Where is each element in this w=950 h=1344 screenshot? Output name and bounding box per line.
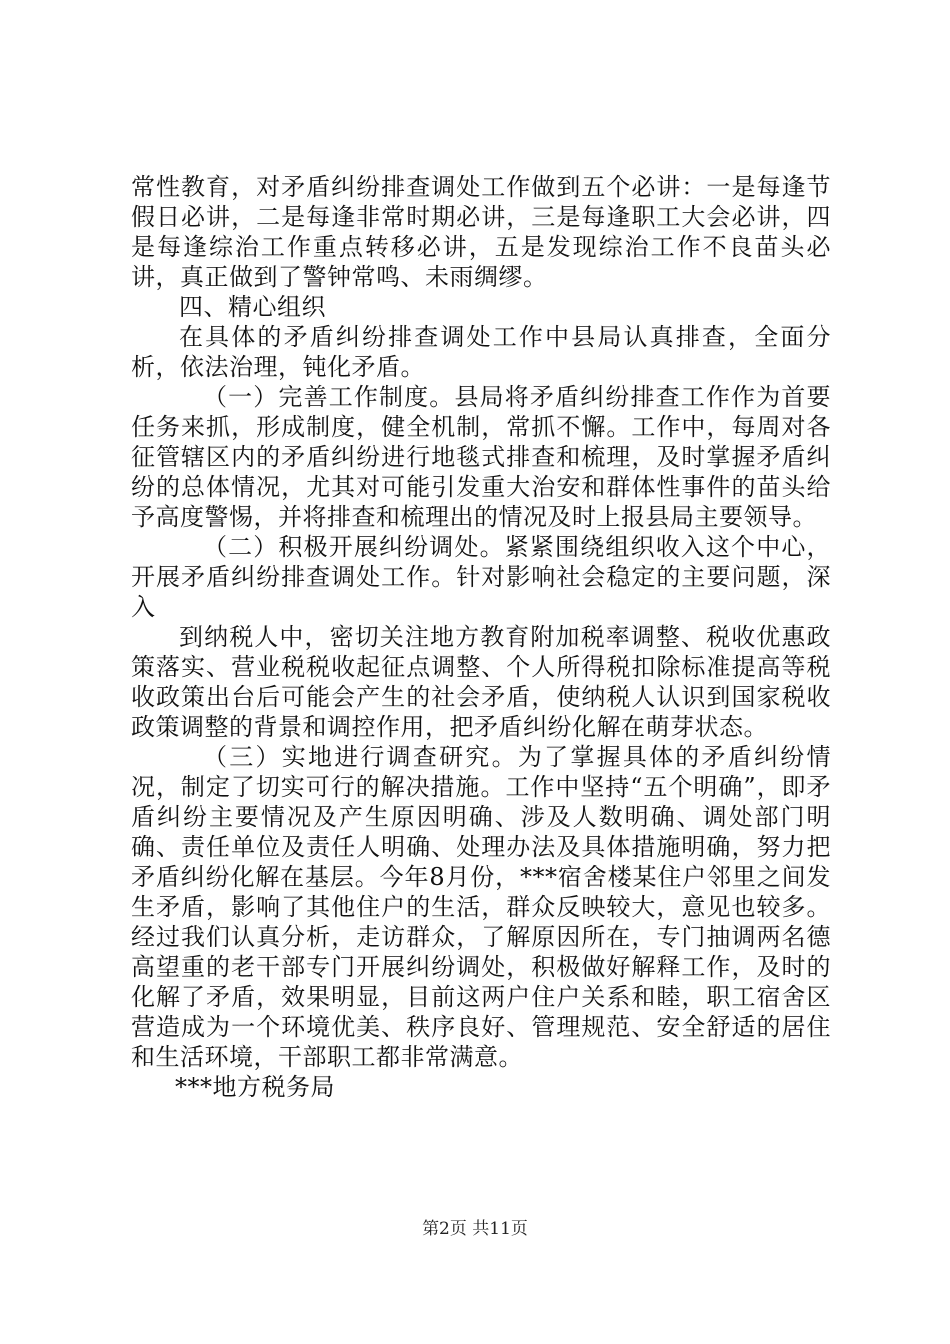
page-number: 第2页 共11页 (422, 1219, 528, 1239)
paragraph-continued-education: 常性教育，对矛盾纠纷排查调处工作做到五个必讲：一是每逢节假日必讲，二是每逢非常时期必讲，三是每逢职工大会必讲，四是每逢综治工作重点转移必讲，五是发现综治工作不良苗头必讲，真正做到了警钟常鸣、未雨绸缪。 (131, 173, 831, 291)
page-footer (0, 1218, 950, 1240)
signature-organization: ***地方税务局 (175, 1073, 335, 1101)
paragraph-item-2-continued: 到纳税人中，密切关注地方教育附加税率调整、税收优惠政策落实、营业税税收起征点调整、个人所得税扣除标准提高等税收政策出台后可能会产生的社会矛盾，使纳税人认识到国家税收政策调整的背景和调控作用，把矛盾纠纷化解在萌芽状态。 (131, 623, 831, 741)
section-heading-organize: 四、精心组织 (179, 293, 326, 321)
paragraph-section-intro: 在具体的矛盾纠纷排查调处工作中县局认真排查，全面分析，依法治理，钝化矛盾。 (131, 323, 831, 381)
paragraph-item-2: （二）积极开展纠纷调处。紧紧围绕组织收入这个中心，开展矛盾纠纷排查调处工作。针对影响社会稳定的主要问题，深入 (131, 533, 831, 621)
document-body (131, 172, 831, 1102)
paragraph-item-1: （一）完善工作制度。县局将矛盾纠纷排查工作作为首要任务来抓，形成制度，健全机制，常抓不懈。工作中，每周对各征管辖区内的矛盾纠纷进行地毯式排查和梳理，及时掌握矛盾纠纷的总体情况，尤其对可能引发重大治安和群体性事件的苗头给予高度警惕，并将排查和梳理出的情况及时上报县局主要领导。 (131, 383, 831, 531)
paragraph-item-3: （三）实地进行调查研究。为了掌握具体的矛盾纠纷情况，制定了切实可行的解决措施。工作中坚持“五个明确”，即矛盾纠纷主要情况及产生原因明确、涉及人数明确、调处部门明确、责任单位及责任人明确、处理办法及具体措施明确，努力把矛盾纠纷化解在基层。今年8月份，***宿舍楼某住户邻里之间发生矛盾，影响了其他住户的生活，群众反映较大，意见也较多。经过我们认真分析，走访群众，了解原因所在，专门抽调两名德高望重的老干部专门开展纠纷调处，积极做好解释工作，及时的化解了矛盾，效果明显，目前这两户住户关系和睦，职工宿舍区营造成为一个环境优美、秩序良好、管理规范、安全舒适的居住和生活环境，干部职工都非常满意。 (131, 743, 831, 1071)
